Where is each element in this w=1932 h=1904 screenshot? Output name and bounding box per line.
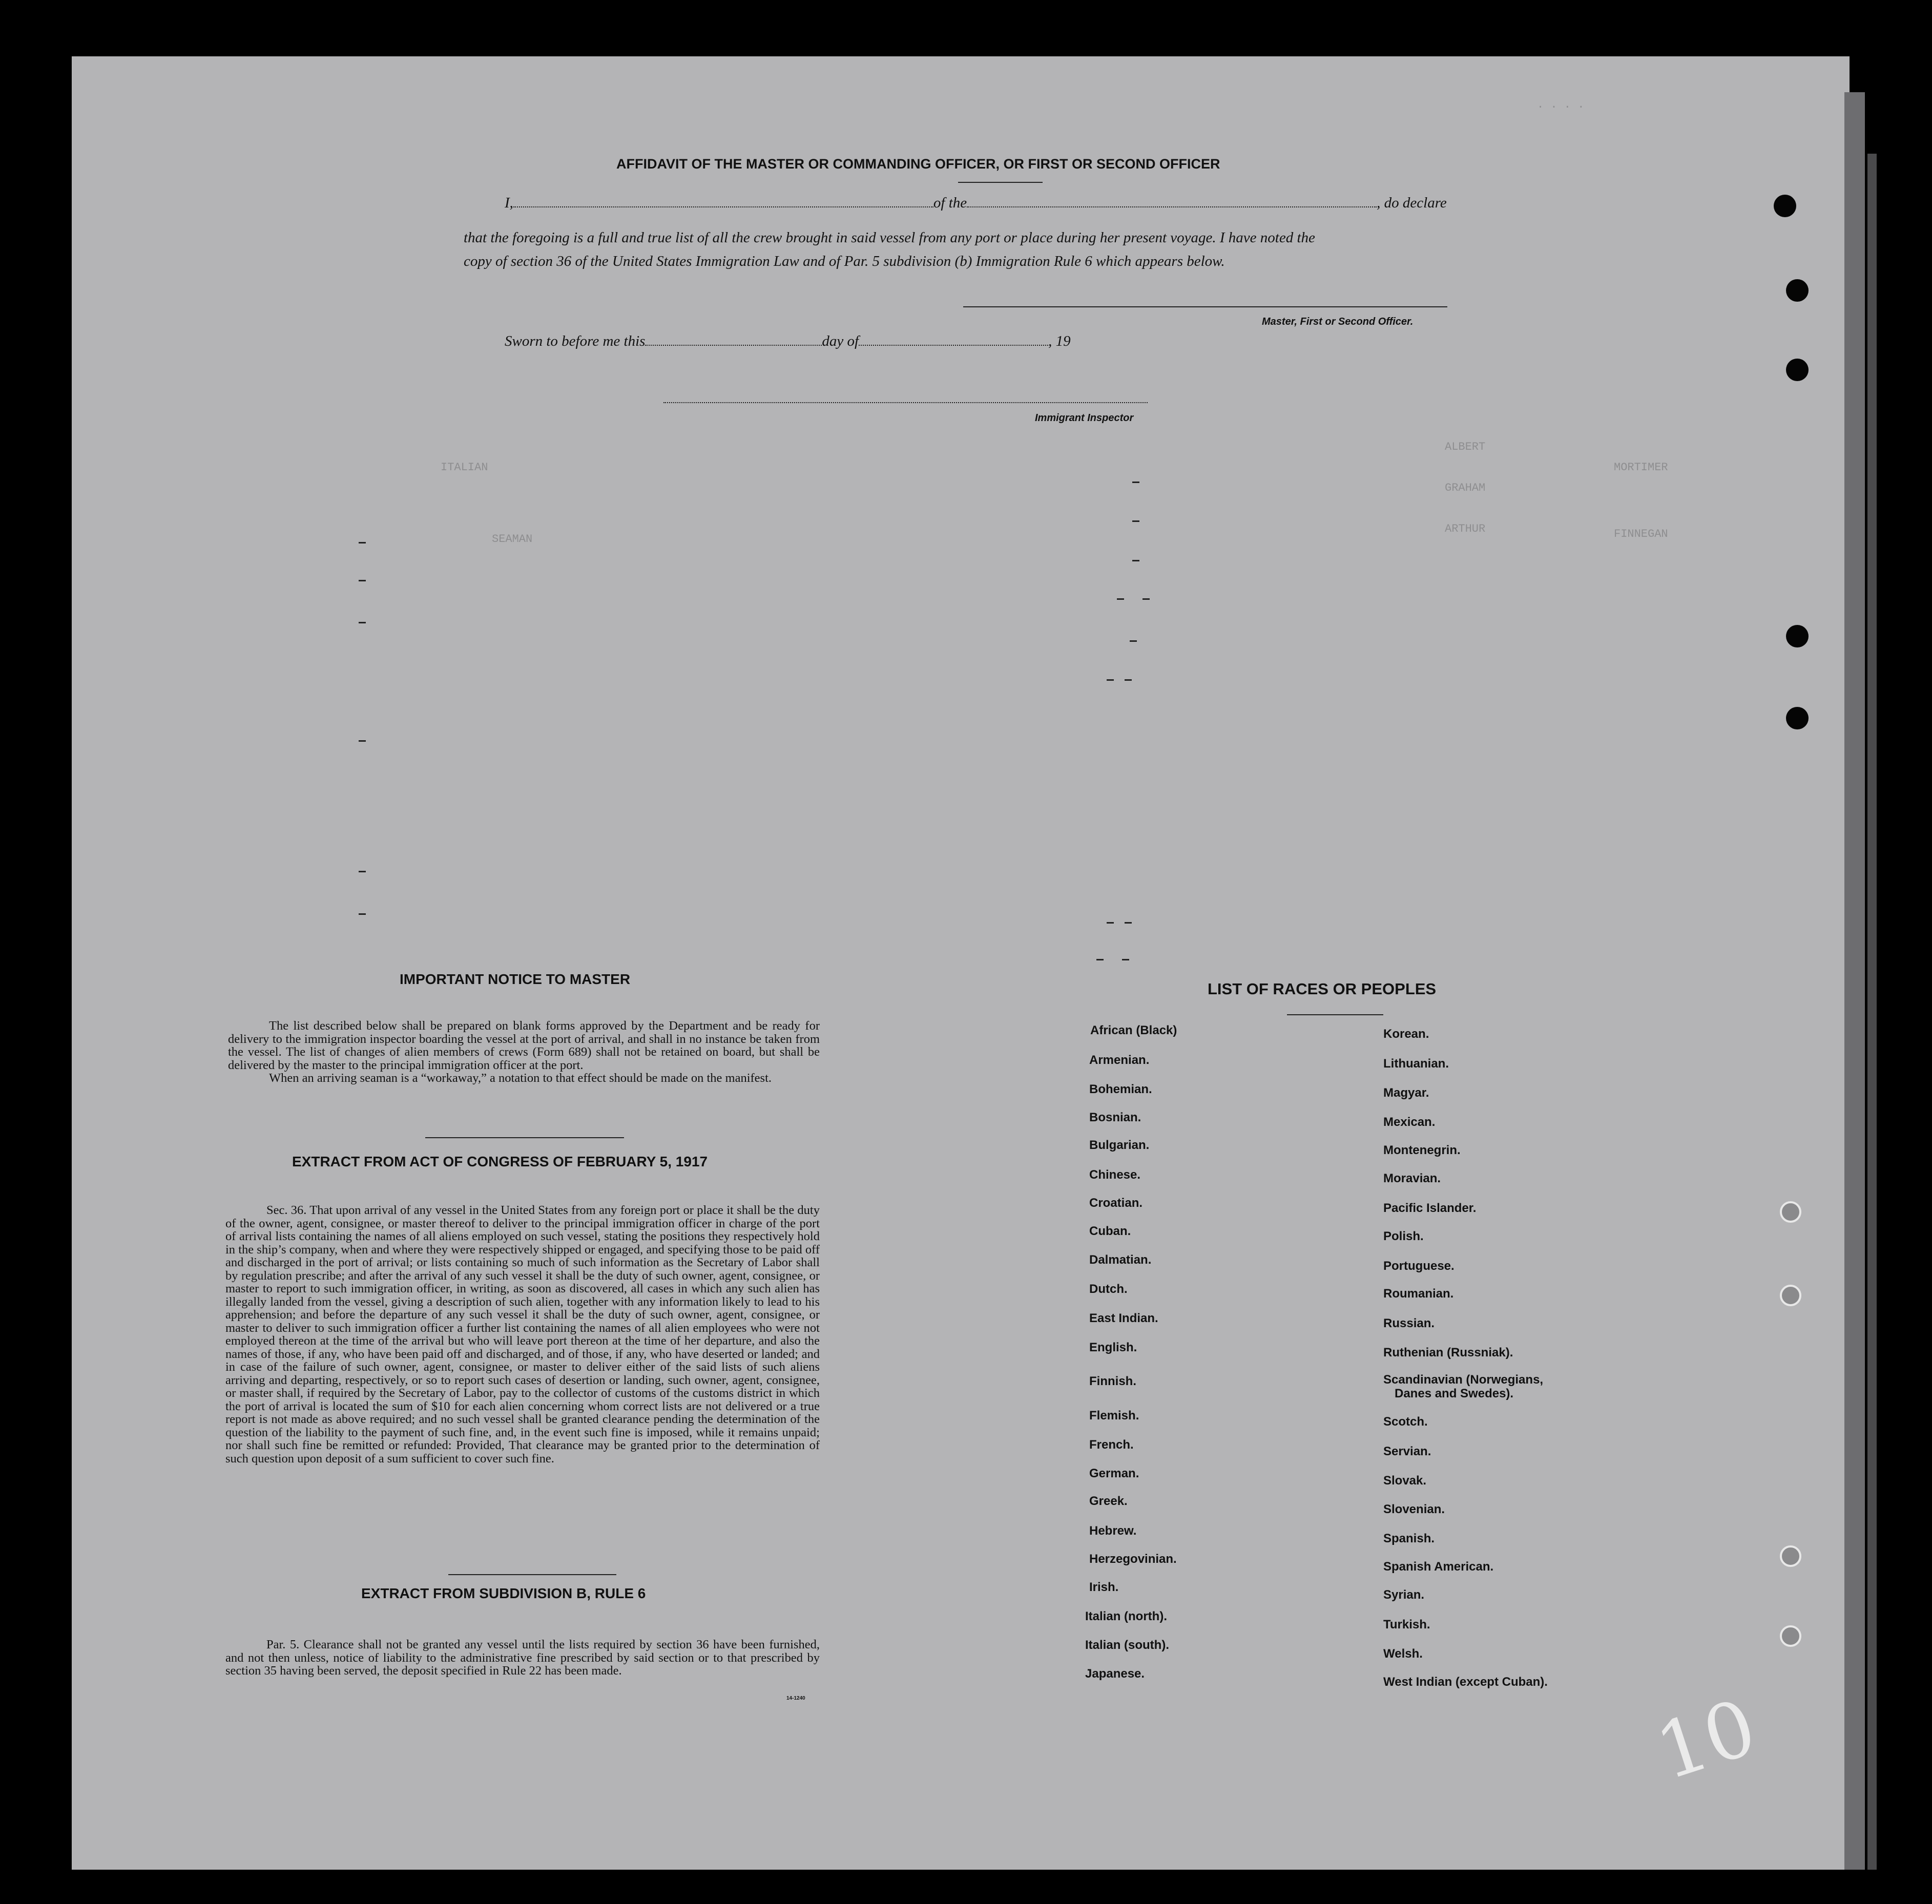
race-item: Lithuanian. bbox=[1383, 1057, 1449, 1071]
declaration-line-2: that the foregoing is a full and true list of all the crew brought in said vessel from any port or place during her present voyage. I have noted the bbox=[464, 229, 1315, 246]
race-item: Scandinavian (Norwegians, bbox=[1383, 1373, 1544, 1387]
master-signature-label: Master, First or Second Officer. bbox=[1262, 316, 1414, 327]
vessel-blank[interactable] bbox=[967, 206, 1377, 207]
title-rule bbox=[958, 182, 1043, 183]
races-title-rule bbox=[1287, 1014, 1383, 1015]
bleed-through-mark: SEAMAN bbox=[492, 533, 533, 546]
binder-hole bbox=[1774, 195, 1796, 217]
binder-hole bbox=[1780, 1625, 1801, 1647]
sworn-year: , 19 bbox=[1048, 333, 1071, 349]
name-blank[interactable] bbox=[513, 206, 933, 207]
sheet-edge-shadow bbox=[1867, 154, 1877, 1870]
race-item: Bosnian. bbox=[1089, 1111, 1141, 1124]
stray-mark bbox=[1122, 959, 1129, 960]
race-item: English. bbox=[1089, 1341, 1137, 1354]
act-text bbox=[225, 1204, 820, 1465]
stray-mark bbox=[359, 542, 366, 543]
stray-mark bbox=[359, 622, 366, 623]
stray-mark bbox=[359, 740, 366, 742]
rule-text bbox=[225, 1638, 820, 1678]
notice-text bbox=[228, 1019, 820, 1085]
declaration-line-1 bbox=[505, 195, 1447, 212]
race-item: Turkish. bbox=[1383, 1618, 1430, 1631]
stray-mark bbox=[359, 580, 366, 581]
race-item: French. bbox=[1089, 1438, 1134, 1452]
race-item: Pacific Islander. bbox=[1383, 1201, 1477, 1215]
stray-mark bbox=[1125, 922, 1132, 924]
race-item: Irish. bbox=[1089, 1580, 1119, 1594]
stray-mark bbox=[1130, 640, 1137, 642]
race-item: Croatian. bbox=[1089, 1196, 1143, 1210]
race-item: Welsh. bbox=[1383, 1647, 1423, 1661]
bleed-through-mark: GRAHAM bbox=[1445, 482, 1486, 494]
race-item: Spanish. bbox=[1383, 1532, 1435, 1545]
race-item: Slovak. bbox=[1383, 1474, 1427, 1488]
sworn-prefix: Sworn to before me this bbox=[505, 333, 646, 349]
binder-hole bbox=[1780, 1545, 1801, 1567]
race-item: Portuguese. bbox=[1383, 1259, 1455, 1273]
race-item: Italian (south). bbox=[1085, 1638, 1169, 1652]
stray-mark bbox=[359, 913, 366, 915]
declaration-do-declare: , do declare bbox=[1377, 195, 1447, 211]
section-rule bbox=[425, 1137, 624, 1138]
stray-mark bbox=[1117, 598, 1124, 600]
master-signature-line[interactable] bbox=[963, 306, 1447, 307]
race-item: Finnish. bbox=[1089, 1374, 1136, 1388]
sworn-day-of: day of bbox=[822, 333, 859, 349]
bleed-through-mark: ITALIAN bbox=[441, 461, 488, 474]
race-item: Russian. bbox=[1383, 1316, 1435, 1330]
race-item: Slovenian. bbox=[1383, 1502, 1445, 1516]
section-rule bbox=[448, 1574, 616, 1575]
race-item: Dalmatian. bbox=[1089, 1253, 1152, 1267]
race-item: Magyar. bbox=[1383, 1086, 1429, 1100]
act-section-36: Sec. 36. That upon arrival of any vessel in the United States from any foreign port or place it shall be the duty of the owner, agent, consignee, or master thereof to deliver to the principal immigration officer in charge of the port of arrival lists containing the names of all aliens employed on such vessel, stating the positions they respectively hold in the ship’s company, when and where they were respectively shipped or engaged, and specifying those to be paid off and discharged in the port of arrival; or lists containing so much of such information as the Secretary of Labor shall by regulation prescribe; and after the arrival of any such vessel it shall be the duty of such owner, agent, consignee, or master to report to such immigration officer, in writing, as soon as discovered, all cases in which any such alien has illegally landed from the vessel, giving a description of such alien, together with any information likely to lead to his apprehension; and before the departure of any such vessel it shall be the duty of such owner, agent, consignee, or master to deliver to such immigration officer a further list containing the names of all alien employees who were not employed thereon at the time of the arrival but who will leave port thereon at the time of her departure, and also the names of those, if any, who have been paid off and discharged, and of those, if any, who have deserted or landed; and in case of the failure of such owner, agent, consignee, or master to deliver either of the said lists of such aliens arriving and departing, respectively, or so to report such cases of desertion or landing, such owner, agent, consignee, or master shall, if required by the Secretary of Labor, pay to the collector of customs of the customs district in which the port of arrival is located the sum of $10 for each alien concerning whom correct lists are not delivered or a true report is not made as above required; and no such vessel shall be granted clearance pending the determination of the question of the liability to the payment of such fine, and, in the event such fine is imposed, while it remains unpaid; nor shall such fine be remitted or refunded: Provided, That clearance may be granted prior to the determination of such question upon deposit of a sum sufficient to cover such fine. bbox=[225, 1203, 820, 1466]
race-item: Greek. bbox=[1089, 1494, 1128, 1508]
binder-hole bbox=[1786, 359, 1809, 381]
race-item: Montenegrin. bbox=[1383, 1143, 1461, 1157]
binder-hole bbox=[1786, 625, 1809, 647]
race-item: West Indian (except Cuban). bbox=[1383, 1675, 1548, 1689]
race-item: German. bbox=[1089, 1467, 1139, 1480]
race-item: Servian. bbox=[1383, 1445, 1431, 1458]
race-item: African (Black) bbox=[1090, 1023, 1177, 1037]
sworn-month-blank[interactable] bbox=[859, 345, 1048, 346]
race-item: Armenian. bbox=[1089, 1053, 1150, 1067]
race-item: Roumanian. bbox=[1383, 1287, 1454, 1301]
race-item: Dutch. bbox=[1089, 1282, 1128, 1296]
race-item: Spanish American. bbox=[1383, 1560, 1494, 1574]
bleed-through-mark: FINNEGAN bbox=[1614, 528, 1668, 540]
race-item: Italian (north). bbox=[1085, 1609, 1167, 1623]
stray-mark bbox=[1132, 520, 1139, 522]
race-item: Syrian. bbox=[1383, 1588, 1425, 1602]
race-item: Herzegovinian. bbox=[1089, 1552, 1177, 1566]
sworn-line bbox=[505, 333, 1071, 350]
race-item: Danes and Swedes). bbox=[1395, 1387, 1514, 1400]
race-item: Korean. bbox=[1383, 1027, 1429, 1041]
declaration-i: I, bbox=[505, 195, 513, 211]
race-item: Japanese. bbox=[1085, 1667, 1145, 1681]
race-item: Scotch. bbox=[1383, 1415, 1428, 1429]
race-item: Polish. bbox=[1383, 1229, 1424, 1243]
race-item: East Indian. bbox=[1089, 1311, 1158, 1325]
stray-mark bbox=[1107, 922, 1114, 924]
bleed-through-mark: MORTIMER bbox=[1614, 461, 1668, 474]
binder-hole bbox=[1780, 1285, 1801, 1306]
stray-mark bbox=[359, 871, 366, 872]
inspector-signature-line[interactable] bbox=[663, 402, 1148, 403]
race-item: Ruthenian (Russniak). bbox=[1383, 1346, 1513, 1359]
stray-mark bbox=[1125, 679, 1132, 681]
race-item: Bohemian. bbox=[1089, 1082, 1152, 1096]
inspector-label: Immigrant Inspector bbox=[1035, 412, 1134, 424]
form-number: 14-1240 bbox=[786, 1696, 805, 1701]
race-item: Cuban. bbox=[1089, 1224, 1131, 1238]
form-sheet bbox=[72, 56, 1850, 1870]
rule-title: EXTRACT FROM SUBDIVISION B, RULE 6 bbox=[361, 1585, 646, 1601]
stray-mark bbox=[1132, 560, 1139, 561]
race-item: Chinese. bbox=[1089, 1168, 1141, 1182]
rule-paragraph: Par. 5. Clearance shall not be granted any vessel until the lists required by section 36 have been furnished, and not then unless, notice of liability to the administrative fine prescribed by said section or to that prescribed by section 35 having been served, the deposit specified in Rule 22 has been made. bbox=[225, 1638, 820, 1678]
bleed-through-mark: ALBERT bbox=[1445, 441, 1486, 453]
binder-hole bbox=[1786, 707, 1809, 729]
notice-paragraph-1: The list described below shall be prepared on blank forms approved by the Department and be ready for delivery to the immigration inspector boarding the vessel at the port of arrival, and shall in no instance be taken from the vessel. The list of changes of alien members of crews (Form 689) shall not be retained on board, but shall be delivered by the master to the principal immigration officer at the port. bbox=[228, 1019, 820, 1072]
race-item: Mexican. bbox=[1383, 1115, 1436, 1129]
sheet-edge bbox=[1844, 92, 1865, 1870]
notice-title: IMPORTANT NOTICE TO MASTER bbox=[400, 971, 631, 987]
race-item: Bulgarian. bbox=[1089, 1138, 1150, 1152]
races-title: LIST OF RACES OR PEOPLES bbox=[1208, 980, 1437, 998]
stray-mark bbox=[1142, 598, 1150, 600]
binder-hole bbox=[1780, 1201, 1801, 1223]
sworn-day-blank[interactable] bbox=[645, 345, 822, 346]
race-item: Flemish. bbox=[1089, 1409, 1139, 1422]
act-title: EXTRACT FROM ACT OF CONGRESS OF FEBRUARY 5, 1917 bbox=[292, 1154, 708, 1169]
stray-mark bbox=[1107, 679, 1114, 681]
affidavit-title: AFFIDAVIT OF THE MASTER OR COMMANDING OFFICER, OR FIRST OR SECOND OFFICER bbox=[616, 156, 1220, 172]
bleed-through-mark: ARTHUR bbox=[1445, 522, 1486, 535]
declaration-line-3: copy of section 36 of the United States Immigration Law and of Par. 5 subdivision (b) Immigration Rule 6 which appears below. bbox=[464, 253, 1225, 269]
race-item: Hebrew. bbox=[1089, 1524, 1137, 1538]
notice-paragraph-2: When an arriving seaman is a “workaway,” a notation to that effect should be made on the manifest. bbox=[269, 1071, 772, 1085]
declaration-of-the: of the bbox=[933, 195, 967, 211]
stray-mark bbox=[1132, 482, 1139, 483]
binder-hole bbox=[1786, 279, 1809, 302]
handwritten-page-number: 10 bbox=[1646, 1682, 1767, 1798]
race-item: Moravian. bbox=[1383, 1171, 1441, 1185]
stray-mark bbox=[1096, 959, 1104, 960]
bleed-through-mark: . . . . bbox=[1537, 98, 1585, 111]
